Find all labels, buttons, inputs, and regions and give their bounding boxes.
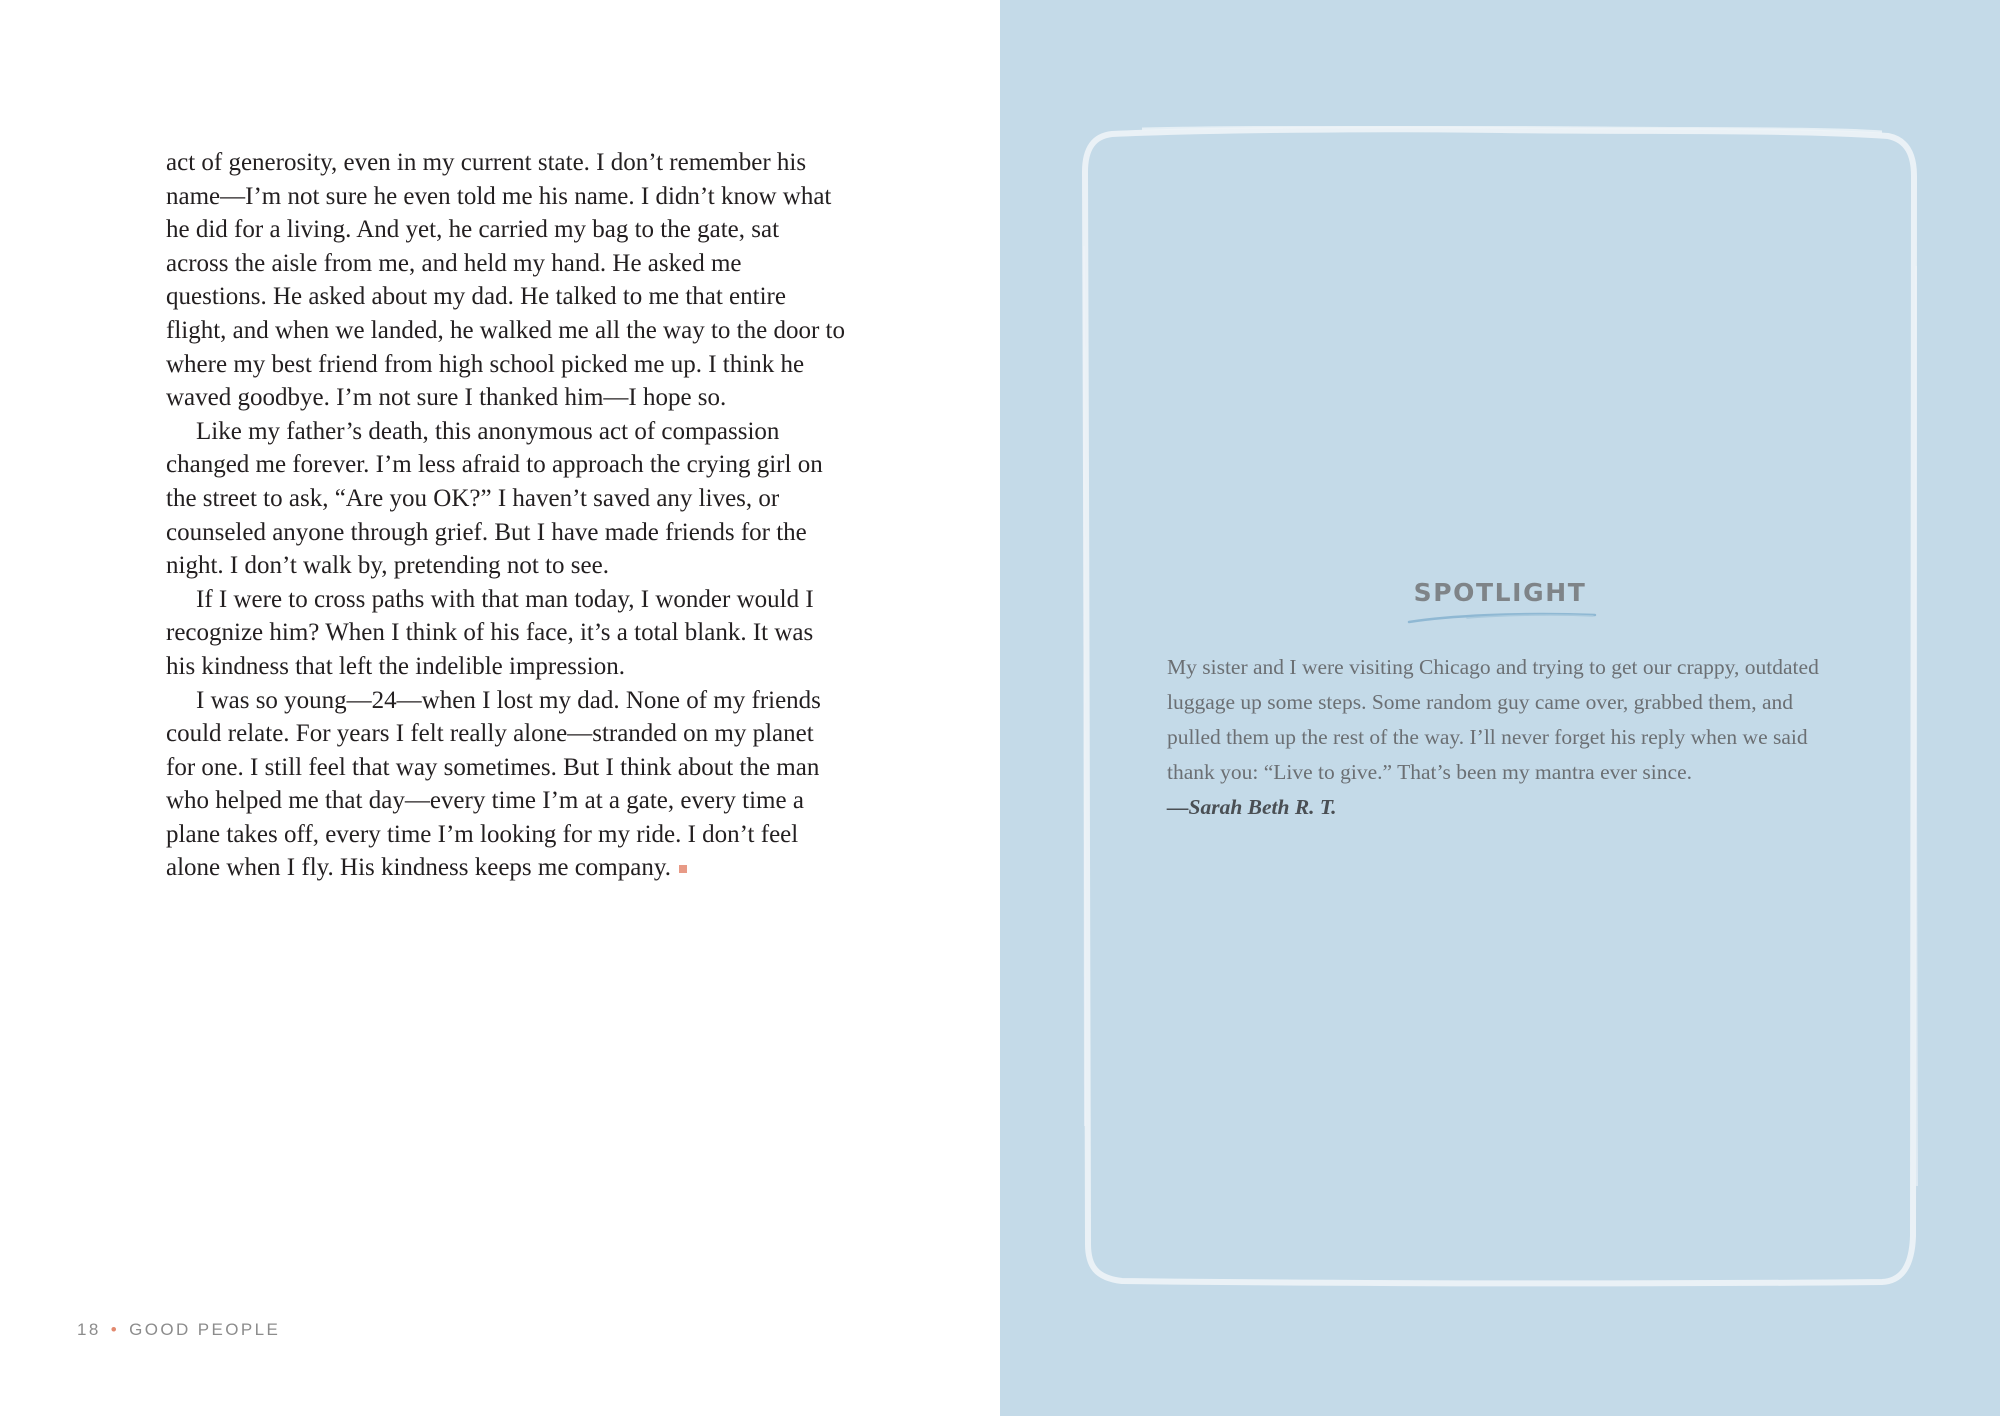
paragraph-2: Like my father’s death, this anonymous act of compassion changed me forever. I’m less afraid to approach the crying girl on the street to ask, “Are you OK?” I haven’t saved any lives, or counseled anyone through grief. But I have made friends for the night. I don’t walk by, pretending not to see.: [166, 417, 823, 580]
paragraph-4: [166, 684, 846, 886]
right-page-sidebar: [1000, 0, 2000, 1416]
spotlight-attribution: —Sarah Beth R. T.: [1167, 795, 1337, 819]
page-number: 18: [77, 1320, 101, 1339]
folio-separator: •: [110, 1320, 120, 1339]
spotlight-quote-block: [1167, 650, 1847, 825]
swash-underline-icon: [1407, 611, 1597, 625]
paragraph-1: act of generosity, even in my current state. I don’t remember his name—I’m not sure he even told me his name. I didn’t know what he did for a living. And yet, he carried my bag to the gate, sat across the aisle from me, and held my hand. He asked me questions. He asked about my dad. He talked to me that entire flight, and when we landed, he walked me all the way to the door to where my best friend from high school picked me up. I think he waved goodbye. I’m not sure I thanked him—I hope so.: [166, 149, 845, 412]
paragraph-4-text: I was so young—24—when I lost my dad. None of my friends could relate. For years I felt really alone—stranded on my planet for one. I still feel that way sometimes. But I think about the man who helped me that day—every time I’m at a gate, every time a plane takes off, every time I’m looking for my ride. I don’t feel alone when I fly. His kindness keeps me company.: [166, 686, 821, 882]
paragraph-3: If I were to cross paths with that man today, I wonder would I recognize him? When I think of his face, it’s a total blank. It was his kindness that left the indelible impression.: [166, 585, 814, 680]
folio: [77, 1320, 280, 1340]
end-of-article-mark-icon: [679, 865, 687, 873]
running-title: GOOD PEOPLE: [129, 1320, 281, 1339]
spotlight-title: SPOTLIGHT: [1413, 578, 1587, 607]
spotlight-quote: My sister and I were visiting Chicago and trying to get our crappy, outdated luggage up some steps. Some random guy came over, grabbed them, and pulled them up the rest of the way. I’ll never forget his reply when we said thank you: “Live to give.” That’s been my mantra ever since.: [1167, 655, 1819, 784]
body-text: [166, 146, 846, 885]
